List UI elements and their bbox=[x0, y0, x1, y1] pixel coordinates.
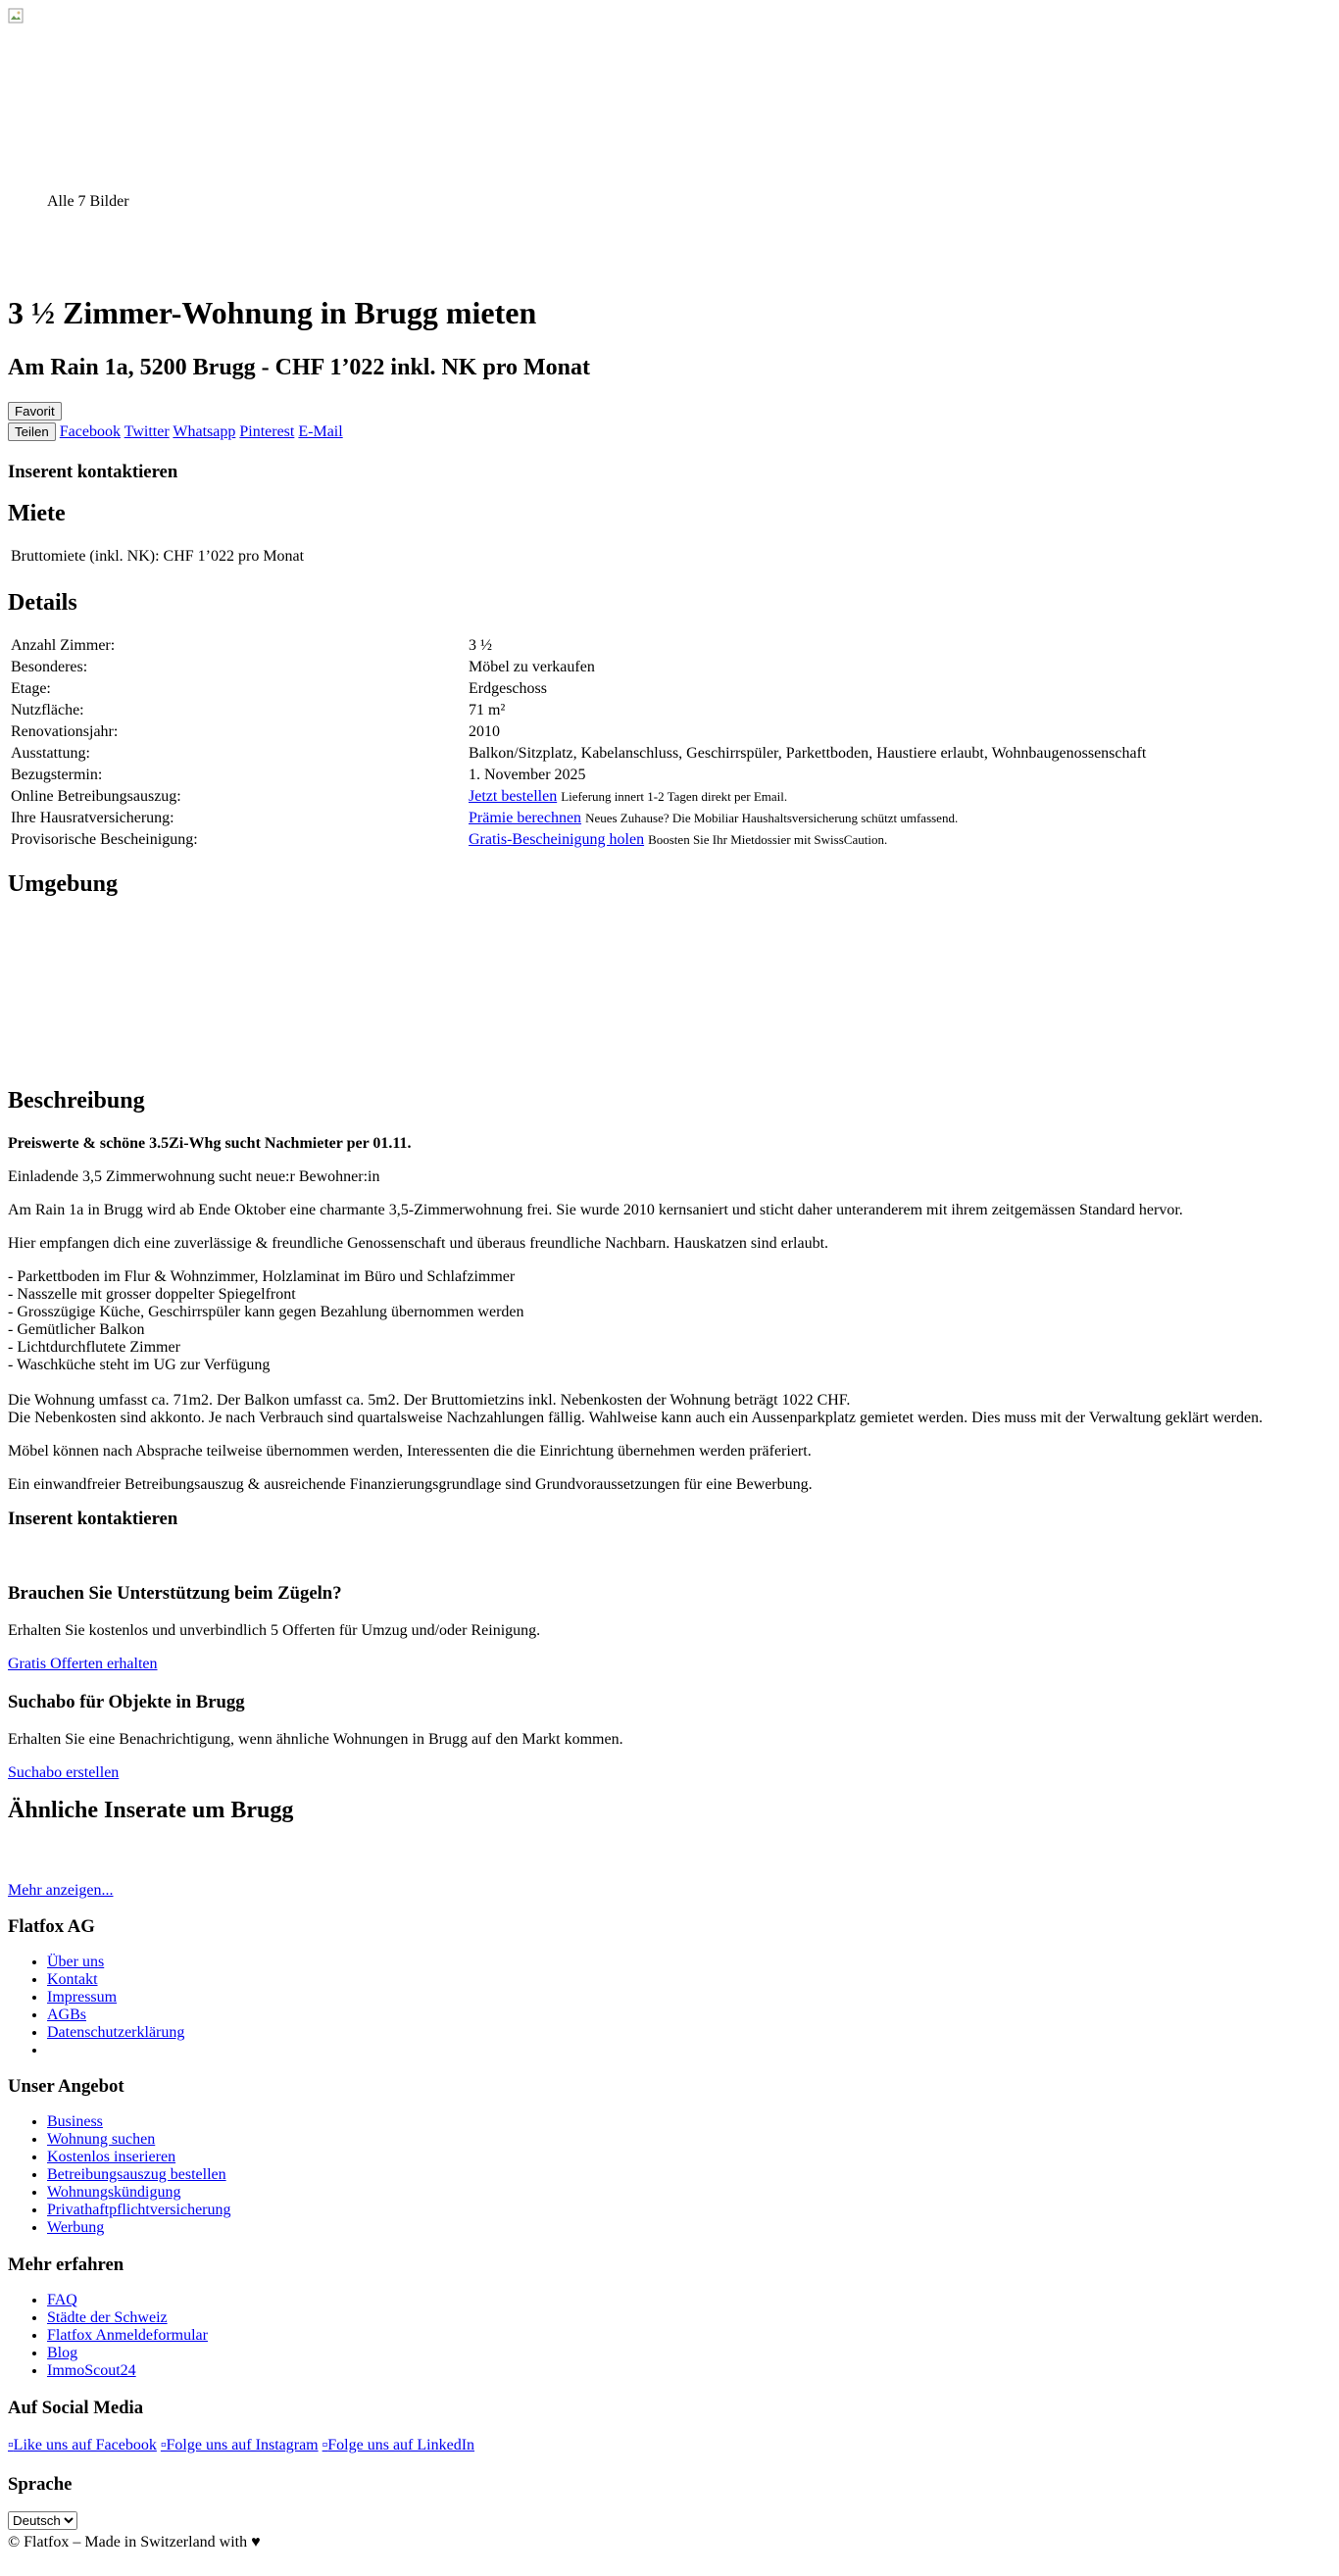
listing-hero-image[interactable] bbox=[8, 8, 24, 24]
surroundings-heading: Umgebung bbox=[8, 871, 119, 897]
search-apartment-link[interactable]: Wohnung suchen bbox=[47, 2131, 156, 2148]
list-item bbox=[47, 2166, 231, 2184]
business-link[interactable]: Business bbox=[47, 2113, 103, 2130]
description-paragraph: Möbel können nach Absprache teilweise übernommen werden, Interessenten die die Einrichtung übernehmen werden präferiert. bbox=[8, 1443, 812, 1460]
contact-heading: Inserent kontaktieren bbox=[8, 462, 178, 482]
description-lead: Preiswerte & schöne 3.5Zi-Whg sucht Nachmieter per 01.11. bbox=[8, 1135, 412, 1152]
share-pinterest-link[interactable]: Pinterest bbox=[239, 423, 295, 440]
detail-value: 2010 bbox=[469, 723, 500, 740]
cost-info bbox=[8, 1392, 1263, 1427]
social-links bbox=[8, 2437, 474, 2454]
rent-heading: Miete bbox=[8, 501, 66, 526]
blog-link[interactable]: Blog bbox=[47, 2345, 78, 2361]
list-item: - Waschküche steht im UG zur Verfügung bbox=[8, 1357, 271, 1373]
table-row bbox=[10, 701, 1182, 720]
favorite-button[interactable]: Favorit bbox=[8, 402, 62, 421]
search-alert-text: Erhalten Sie eine Benachrichtigung, wenn ähnliche Wohnungen in Brugg auf den Markt kommen. bbox=[8, 1731, 623, 1748]
calculate-premium-link[interactable]: Prämie berechnen bbox=[469, 810, 582, 826]
description-paragraph: Hier empfangen dich eine zuverlässige & freundliche Genossenschaft und überaus freundliche Nachbarn. Hauskatzen sind erlaubt. bbox=[8, 1235, 829, 1252]
contact-heading-bottom: Inserent kontaktieren bbox=[8, 1509, 178, 1529]
list-item bbox=[47, 2327, 208, 2345]
detail-label: Ihre Hausratversicherung: bbox=[11, 810, 174, 826]
footer-company-list bbox=[8, 1954, 184, 2059]
table-row bbox=[10, 830, 1182, 850]
about-link[interactable]: Über uns bbox=[47, 1954, 105, 1970]
detail-label: Bezugstermin: bbox=[11, 767, 103, 783]
cities-link[interactable]: Städte der Schweiz bbox=[47, 2309, 168, 2326]
list-item bbox=[47, 1954, 184, 1971]
list-item: - Nasszelle mit grosser doppelter Spiegelfront bbox=[8, 1286, 296, 1303]
footer-language-heading: Sprache bbox=[8, 2474, 73, 2495]
advertising-link[interactable]: Werbung bbox=[47, 2219, 105, 2236]
cost-line: Die Wohnung umfasst ca. 71m2. Der Balkon umfasst ca. 5m2. Der Bruttomietzins inkl. Nebenkosten der Wohnung beträgt 1022 CHF. bbox=[8, 1392, 851, 1409]
facebook-link-label: Like uns auf Facebook bbox=[13, 2437, 157, 2453]
detail-note: Boosten Sie Ihr Mietdossier mit SwissCaution. bbox=[648, 832, 888, 847]
free-listing-link[interactable]: Kostenlos inserieren bbox=[47, 2149, 176, 2165]
imprint-link[interactable]: Impressum bbox=[47, 1989, 118, 2006]
free-certificate-link[interactable]: Gratis-Bescheinigung holen bbox=[469, 831, 645, 848]
detail-value bbox=[468, 830, 1182, 850]
list-item bbox=[47, 2024, 184, 2042]
copyright: © Flatfox – Made in Switzerland with ♥ bbox=[8, 2534, 261, 2551]
all-images-link[interactable]: Alle 7 Bilder bbox=[47, 193, 129, 210]
table-row bbox=[10, 787, 1182, 807]
detail-value: 3 ½ bbox=[469, 637, 492, 654]
share-row bbox=[8, 422, 343, 441]
linkedin-icon: ▫ bbox=[322, 2437, 328, 2453]
footer-offer-heading: Unser Angebot bbox=[8, 2076, 124, 2097]
moving-text: Erhalten Sie kostenlos und unverbindlich 5 Offerten für Umzug und/oder Reinigung. bbox=[8, 1622, 541, 1639]
detail-value: 71 m² bbox=[469, 702, 506, 718]
instagram-icon: ▫ bbox=[160, 2437, 167, 2453]
list-item bbox=[47, 2292, 208, 2309]
footer-social-heading: Auf Social Media bbox=[8, 2398, 144, 2418]
detail-label: Renovationsjahr: bbox=[11, 723, 119, 740]
description-paragraph: Einladende 3,5 Zimmerwohnung sucht neue:r Bewohner:in bbox=[8, 1168, 380, 1185]
moving-heading: Brauchen Sie Unterstützung beim Zügeln? bbox=[8, 1583, 342, 1604]
list-item: - Gemütlicher Balkon bbox=[8, 1321, 145, 1338]
detail-note: Neues Zuhause? Die Mobiliar Haushaltsversicherung schützt umfassend. bbox=[585, 811, 959, 825]
detail-label: Anzahl Zimmer: bbox=[11, 637, 116, 654]
detail-label: Online Betreibungsauszug: bbox=[11, 788, 181, 805]
share-whatsapp-link[interactable]: Whatsapp bbox=[173, 423, 236, 440]
list-item bbox=[47, 1971, 184, 1989]
footer-company-heading: Flatfox AG bbox=[8, 1916, 95, 1937]
table-row bbox=[10, 744, 1182, 764]
details-heading: Details bbox=[8, 590, 77, 616]
similar-heading: Ähnliche Inserate um Brugg bbox=[8, 1798, 294, 1823]
immoscout-link[interactable]: ImmoScout24 bbox=[47, 2362, 136, 2379]
terms-link[interactable]: AGBs bbox=[47, 2006, 87, 2023]
list-item bbox=[47, 2006, 184, 2024]
detail-value bbox=[468, 787, 1182, 807]
footer-learn-heading: Mehr erfahren bbox=[8, 2254, 124, 2275]
list-item: - Lichtdurchflutete Zimmer bbox=[8, 1339, 180, 1356]
list-item bbox=[47, 2113, 231, 2131]
language-select[interactable] bbox=[8, 2511, 77, 2530]
list-item bbox=[47, 2345, 208, 2362]
description-heading: Beschreibung bbox=[8, 1088, 145, 1114]
list-item: - Grosszügige Küche, Geschirrspüler kann gegen Bezahlung übernommen werden bbox=[8, 1304, 524, 1320]
table-row bbox=[10, 679, 1182, 699]
contact-link[interactable]: Kontakt bbox=[47, 1971, 98, 1988]
list-item bbox=[47, 2131, 231, 2149]
detail-value: 1. November 2025 bbox=[469, 767, 586, 783]
facebook-link[interactable] bbox=[8, 2437, 157, 2453]
list-item: - Parkettboden im Flur & Wohnzimmer, Holzlaminat im Büro und Schlafzimmer bbox=[8, 1268, 516, 1285]
order-debt-extract-link[interactable]: Jetzt bestellen bbox=[469, 788, 558, 805]
description-paragraph: Ein einwandfreier Betreibungsauszug & ausreichende Finanzierungsgrundlage sind Grundvoraussetzungen für eine Bewerbung. bbox=[8, 1476, 813, 1493]
table-row bbox=[10, 658, 1182, 677]
create-search-alert-link[interactable]: Suchabo erstellen bbox=[8, 1764, 120, 1781]
list-item bbox=[47, 1989, 184, 2006]
instagram-link[interactable] bbox=[161, 2437, 319, 2453]
table-row bbox=[10, 722, 1182, 742]
search-alert-heading: Suchabo für Objekte in Brugg bbox=[8, 1692, 245, 1712]
table-row bbox=[10, 547, 305, 567]
listing-title: 3 ½ Zimmer-Wohnung in Brugg mieten bbox=[8, 295, 537, 330]
detail-value: Balkon/Sitzplatz, Kabelanschluss, Geschirrspüler, Parkettboden, Haustiere erlaubt, Wohnbaugenossenschaft bbox=[469, 745, 1147, 762]
share-twitter-link[interactable]: Twitter bbox=[124, 423, 170, 440]
instagram-link-label: Folge uns auf Instagram bbox=[166, 2437, 319, 2453]
table-row bbox=[10, 766, 1182, 785]
show-more-link[interactable]: Mehr anzeigen... bbox=[8, 1882, 114, 1899]
registration-form-link[interactable]: Flatfox Anmeldeformular bbox=[47, 2327, 208, 2344]
get-quotes-link[interactable]: Gratis Offerten erhalten bbox=[8, 1656, 158, 1672]
termination-link[interactable]: Wohnungskündigung bbox=[47, 2184, 181, 2201]
detail-value: Möbel zu verkaufen bbox=[469, 659, 595, 675]
linkedin-link-label: Folge uns auf LinkedIn bbox=[327, 2437, 475, 2453]
detail-label: Provisorische Bescheinigung: bbox=[11, 831, 198, 848]
detail-label: Besonderes: bbox=[11, 659, 88, 675]
description-paragraph: Am Rain 1a in Brugg wird ab Ende Oktober eine charmante 3,5-Zimmerwohnung frei. Sie wurde 2010 kernsaniert und sticht daher unteranderem mit ihrem zeitgemässen Standard hervor. bbox=[8, 1202, 1183, 1218]
cost-line: Die Nebenkosten sind akkonto. Je nach Verbrauch sind quartalsweise Nachzahlungen fällig. Wahlweise kann auch ein Aussenparkplatz gemietet werden. Dies muss mit der Verwaltung geklärt werden. bbox=[8, 1410, 1264, 1426]
detail-label: Nutzfläche: bbox=[11, 702, 84, 718]
rent-value: CHF 1’022 pro Monat bbox=[163, 548, 305, 565]
table-row bbox=[10, 809, 1182, 828]
debt-extract-link[interactable]: Betreibungsauszug bestellen bbox=[47, 2166, 226, 2183]
list-item bbox=[47, 2202, 231, 2219]
share-button[interactable]: Teilen bbox=[8, 422, 56, 441]
linkedin-link[interactable] bbox=[322, 2437, 474, 2453]
detail-note: Lieferung innert 1-2 Tagen direkt per Email. bbox=[561, 789, 788, 804]
list-item bbox=[47, 2362, 208, 2380]
list-item bbox=[47, 2309, 208, 2327]
share-facebook-link[interactable]: Facebook bbox=[59, 423, 121, 440]
map-placeholder bbox=[8, 907, 1331, 1078]
list-item bbox=[47, 2149, 231, 2166]
listing-subtitle: Am Rain 1a, 5200 Brugg - CHF 1’022 inkl. NK pro Monat bbox=[8, 355, 591, 380]
detail-label: Etage: bbox=[11, 680, 51, 697]
liability-insurance-link[interactable]: Privathaftpflichtversicherung bbox=[47, 2202, 231, 2218]
detail-label: Ausstattung: bbox=[11, 745, 90, 762]
detail-value bbox=[468, 809, 1182, 828]
details-table bbox=[8, 634, 1184, 852]
share-email-link[interactable]: E-Mail bbox=[298, 423, 343, 440]
footer-learn-list bbox=[8, 2292, 208, 2380]
rent-label: Bruttomiete (inkl. NK): bbox=[11, 548, 160, 565]
detail-value: Erdgeschoss bbox=[469, 680, 547, 697]
facebook-icon: ▫ bbox=[8, 2437, 14, 2453]
list-item bbox=[47, 2184, 231, 2202]
faq-link[interactable]: FAQ bbox=[47, 2292, 77, 2308]
rent-table bbox=[8, 545, 307, 569]
table-row bbox=[10, 636, 1182, 656]
footer-offer-list bbox=[8, 2113, 231, 2237]
feature-list bbox=[8, 1268, 524, 1374]
list-item bbox=[47, 2042, 184, 2059]
privacy-link[interactable]: Datenschutzerklärung bbox=[47, 2024, 185, 2041]
list-item bbox=[47, 2219, 231, 2237]
